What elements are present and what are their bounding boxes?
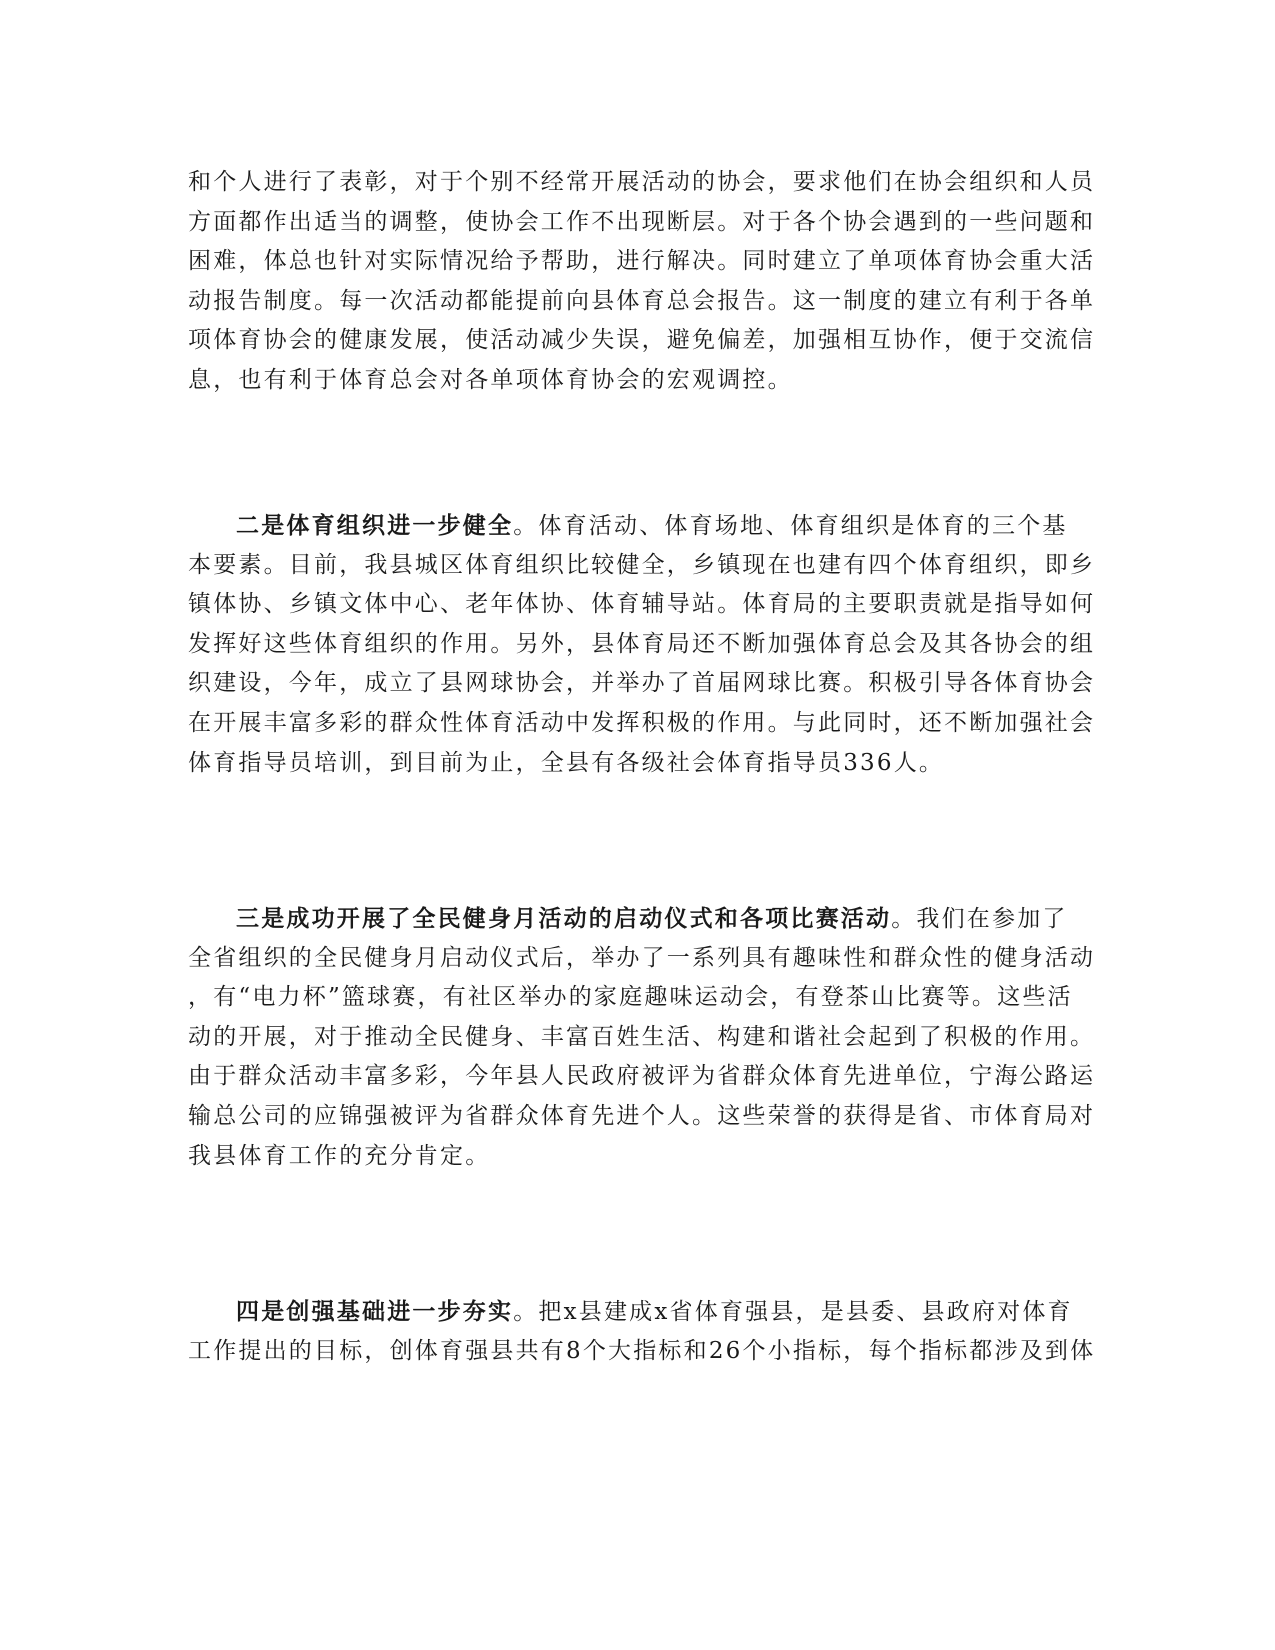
paragraph-1-line: 和个人进行了表彰，对于个别不经常开展活动的协会，要求他们在协会组织和人员 <box>188 169 1096 195</box>
paragraph-2-lead-heading: 二是体育组织进一步健全 <box>236 512 514 539</box>
paragraph-1-line: 方面都作出适当的调整，使协会工作不出现断层。对于各个协会遇到的一些问题和 <box>188 208 1096 235</box>
paragraph-2-line: 织建设，今年，成立了县网球协会，并举办了首届网球比赛。积极引导各体育协会 <box>188 670 1096 697</box>
paragraph-2-line: 发挥好这些体育组织的作用。另外，县体育局还不断加强体育总会及其各协会的组 <box>188 630 1096 657</box>
paragraph-1-line: 息，也有利于体育总会对各单项体育协会的宏观调控。 <box>188 366 793 393</box>
paragraph-1-line: 动报告制度。每一次活动都能提前向县体育总会报告。这一制度的建立有利于各单 <box>188 287 1096 314</box>
paragraph-3-first-line <box>188 899 1088 939</box>
paragraph-2-line: 本要素。目前，我县城区体育组织比较健全，乡镇现在也建有四个体育组织，即乡 <box>188 551 1096 578</box>
paragraph-4-lead-heading: 四是创强基础进一步夯实 <box>236 1298 514 1325</box>
paragraph-4 <box>188 1292 1096 1371</box>
paragraph-3-first-rest: 。我们在参加了 <box>891 906 1068 932</box>
paragraph-2-line: 在开展丰富多彩的群众性体育活动中发挥积极的作用。与此同时，还不断加强社会 <box>188 709 1096 736</box>
paragraph-2-first-line <box>188 506 1088 546</box>
paragraph-2 <box>188 506 1096 783</box>
paragraph-3-line: 我县体育工作的充分肯定。 <box>188 1142 491 1169</box>
paragraph-3-line: ，有“电力杯”篮球赛，有社区举办的家庭趣味运动会，有登茶山比赛等。这些活 <box>188 984 1073 1011</box>
paragraph-3-line: 全省组织的全民健身月启动仪式后，举办了一系列具有趣味性和群众性的健身活动 <box>188 944 1096 971</box>
paragraph-3 <box>188 899 1096 1176</box>
paragraph-1-line: 项体育协会的健康发展，使活动减少失误，避免偏差，加强相互协作，便于交流信 <box>188 327 1096 354</box>
paragraph-4-line: 工作提出的目标，创体育强县共有8个大指标和26个小指标，每个指标都涉及到体 <box>188 1337 1096 1364</box>
paragraph-4-first-rest: 。把x县建成x省体育强县，是县委、县政府对体育 <box>513 1299 1073 1325</box>
paragraph-1 <box>188 163 1096 401</box>
paragraph-3-line: 输总公司的应锦强被评为省群众体育先进个人。这些荣誉的获得是省、市体育局对 <box>188 1102 1096 1129</box>
paragraph-2-line: 镇体协、乡镇文体中心、老年体协、体育辅导站。体育局的主要职责就是指导如何 <box>188 591 1096 618</box>
paragraph-2-first-rest: 。体育活动、体育场地、体育组织是体育的三个基 <box>513 513 1068 539</box>
paragraph-3-lead-heading: 三是成功开展了全民健身月活动的启动仪式和各项比赛活动 <box>236 905 892 932</box>
paragraph-3-line: 动的开展，对于推动全民健身、丰富百姓生活、构建和谐社会起到了积极的作用。 <box>188 1023 1096 1050</box>
paragraph-2-line: 体育指导员培训，到目前为止，全县有各级社会体育指导员336人。 <box>188 749 945 776</box>
paragraph-4-first-line <box>188 1292 1088 1332</box>
paragraph-3-line: 由于群众活动丰富多彩，今年县人民政府被评为省群众体育先进单位，宁海公路运 <box>188 1063 1096 1090</box>
paragraph-1-line: 困难，体总也针对实际情况给予帮助，进行解决。同时建立了单项体育协会重大活 <box>188 248 1096 275</box>
